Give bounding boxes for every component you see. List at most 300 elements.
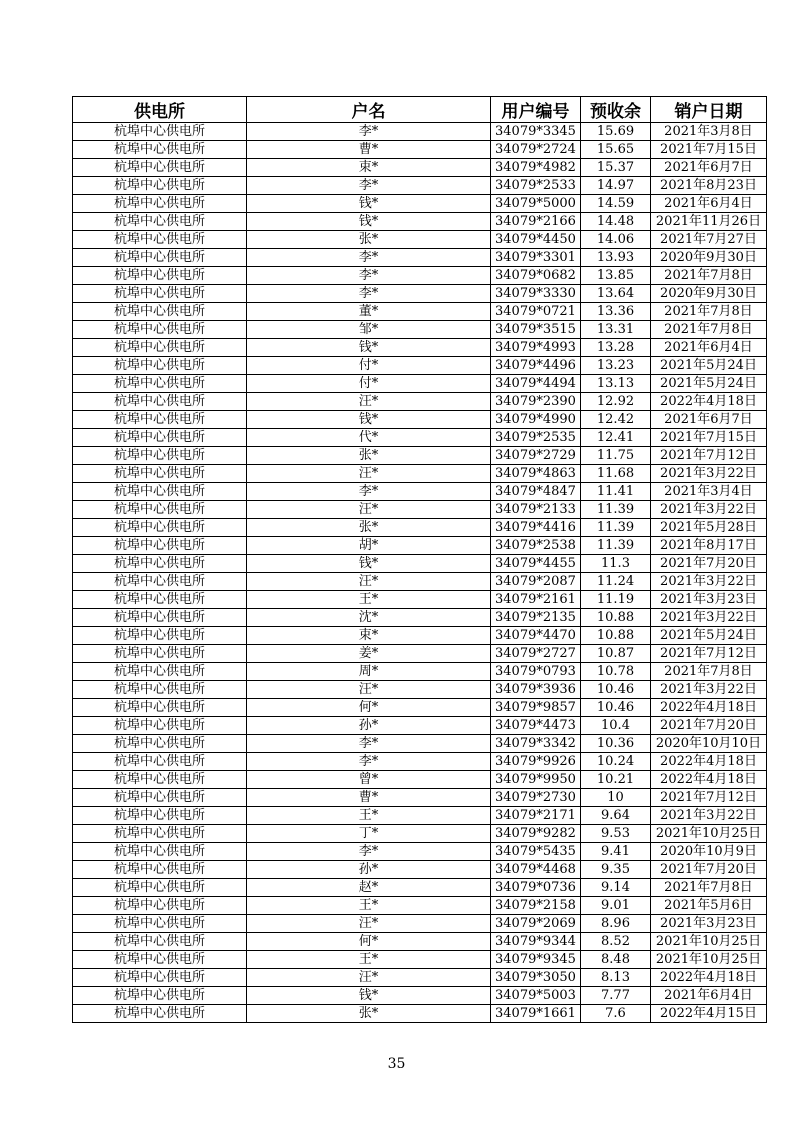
cell-account-name: 赵* bbox=[247, 879, 491, 897]
cell-account-name: 曹* bbox=[247, 141, 491, 159]
table-row bbox=[73, 483, 767, 501]
cell-closing-date: 2021年5月28日 bbox=[651, 519, 767, 537]
cell-power-station: 杭埠中心供电所 bbox=[73, 141, 247, 159]
table-row bbox=[73, 267, 767, 285]
table-row bbox=[73, 807, 767, 825]
cell-user-number: 34079*4450 bbox=[491, 231, 581, 249]
cell-power-station: 杭埠中心供电所 bbox=[73, 123, 247, 141]
cell-prepaid-balance: 10.46 bbox=[581, 681, 651, 699]
cell-power-station: 杭埠中心供电所 bbox=[73, 375, 247, 393]
cell-user-number: 34079*2535 bbox=[491, 429, 581, 447]
cell-prepaid-balance: 12.41 bbox=[581, 429, 651, 447]
cell-account-name: 付* bbox=[247, 375, 491, 393]
cell-user-number: 34079*2724 bbox=[491, 141, 581, 159]
cell-user-number: 34079*9282 bbox=[491, 825, 581, 843]
cell-user-number: 34079*2390 bbox=[491, 393, 581, 411]
cell-power-station: 杭埠中心供电所 bbox=[73, 717, 247, 735]
cell-power-station: 杭埠中心供电所 bbox=[73, 951, 247, 969]
cell-account-name: 李* bbox=[247, 753, 491, 771]
cell-prepaid-balance: 11.75 bbox=[581, 447, 651, 465]
table-row bbox=[73, 519, 767, 537]
cell-user-number: 34079*4990 bbox=[491, 411, 581, 429]
cell-power-station: 杭埠中心供电所 bbox=[73, 519, 247, 537]
table-body bbox=[73, 123, 767, 1023]
cell-closing-date: 2021年5月6日 bbox=[651, 897, 767, 915]
cell-closing-date: 2021年8月17日 bbox=[651, 537, 767, 555]
cell-closing-date: 2021年5月24日 bbox=[651, 375, 767, 393]
cell-closing-date: 2021年7月27日 bbox=[651, 231, 767, 249]
cell-power-station: 杭埠中心供电所 bbox=[73, 699, 247, 717]
cell-power-station: 杭埠中心供电所 bbox=[73, 465, 247, 483]
cell-user-number: 34079*9857 bbox=[491, 699, 581, 717]
cell-user-number: 34079*3345 bbox=[491, 123, 581, 141]
table-row bbox=[73, 861, 767, 879]
account-table bbox=[72, 96, 767, 1023]
cell-power-station: 杭埠中心供电所 bbox=[73, 555, 247, 573]
cell-user-number: 34079*0721 bbox=[491, 303, 581, 321]
table-row bbox=[73, 159, 767, 177]
table-row bbox=[73, 573, 767, 591]
table-row bbox=[73, 699, 767, 717]
cell-account-name: 束* bbox=[247, 159, 491, 177]
cell-user-number: 34079*0736 bbox=[491, 879, 581, 897]
table-row bbox=[73, 465, 767, 483]
cell-account-name: 曹* bbox=[247, 789, 491, 807]
cell-power-station: 杭埠中心供电所 bbox=[73, 807, 247, 825]
cell-prepaid-balance: 10.88 bbox=[581, 627, 651, 645]
cell-power-station: 杭埠中心供电所 bbox=[73, 987, 247, 1005]
cell-prepaid-balance: 10.4 bbox=[581, 717, 651, 735]
table-row bbox=[73, 627, 767, 645]
header-power-station: 供电所 bbox=[73, 97, 247, 123]
cell-power-station: 杭埠中心供电所 bbox=[73, 429, 247, 447]
cell-account-name: 张* bbox=[247, 231, 491, 249]
cell-account-name: 李* bbox=[247, 843, 491, 861]
cell-user-number: 34079*1661 bbox=[491, 1005, 581, 1023]
table-row bbox=[73, 285, 767, 303]
cell-account-name: 汪* bbox=[247, 573, 491, 591]
table-row bbox=[73, 753, 767, 771]
cell-closing-date: 2021年3月22日 bbox=[651, 807, 767, 825]
cell-account-name: 孙* bbox=[247, 717, 491, 735]
cell-power-station: 杭埠中心供电所 bbox=[73, 897, 247, 915]
cell-account-name: 沈* bbox=[247, 609, 491, 627]
cell-closing-date: 2022年4月18日 bbox=[651, 969, 767, 987]
cell-closing-date: 2020年10月9日 bbox=[651, 843, 767, 861]
cell-prepaid-balance: 14.06 bbox=[581, 231, 651, 249]
cell-account-name: 汪* bbox=[247, 465, 491, 483]
cell-account-name: 钱* bbox=[247, 213, 491, 231]
cell-power-station: 杭埠中心供电所 bbox=[73, 159, 247, 177]
cell-prepaid-balance: 13.23 bbox=[581, 357, 651, 375]
cell-closing-date: 2021年3月22日 bbox=[651, 573, 767, 591]
header-closing-date: 销户日期 bbox=[651, 97, 767, 123]
cell-account-name: 汪* bbox=[247, 915, 491, 933]
cell-closing-date: 2021年7月15日 bbox=[651, 429, 767, 447]
cell-power-station: 杭埠中心供电所 bbox=[73, 789, 247, 807]
cell-user-number: 34079*4416 bbox=[491, 519, 581, 537]
cell-closing-date: 2021年10月25日 bbox=[651, 825, 767, 843]
cell-power-station: 杭埠中心供电所 bbox=[73, 537, 247, 555]
cell-closing-date: 2021年3月22日 bbox=[651, 501, 767, 519]
cell-closing-date: 2021年7月12日 bbox=[651, 447, 767, 465]
cell-user-number: 34079*3936 bbox=[491, 681, 581, 699]
cell-power-station: 杭埠中心供电所 bbox=[73, 915, 247, 933]
cell-user-number: 34079*2166 bbox=[491, 213, 581, 231]
cell-prepaid-balance: 15.65 bbox=[581, 141, 651, 159]
cell-account-name: 张* bbox=[247, 1005, 491, 1023]
cell-account-name: 李* bbox=[247, 483, 491, 501]
cell-power-station: 杭埠中心供电所 bbox=[73, 303, 247, 321]
cell-prepaid-balance: 12.42 bbox=[581, 411, 651, 429]
table-row bbox=[73, 393, 767, 411]
cell-prepaid-balance: 9.35 bbox=[581, 861, 651, 879]
cell-closing-date: 2021年3月22日 bbox=[651, 681, 767, 699]
cell-user-number: 34079*2538 bbox=[491, 537, 581, 555]
table-row bbox=[73, 429, 767, 447]
cell-prepaid-balance: 10.36 bbox=[581, 735, 651, 753]
cell-closing-date: 2021年7月20日 bbox=[651, 861, 767, 879]
cell-user-number: 34079*5003 bbox=[491, 987, 581, 1005]
cell-power-station: 杭埠中心供电所 bbox=[73, 195, 247, 213]
table-row bbox=[73, 681, 767, 699]
table-row bbox=[73, 447, 767, 465]
table-row bbox=[73, 249, 767, 267]
table-row bbox=[73, 123, 767, 141]
cell-account-name: 李* bbox=[247, 249, 491, 267]
cell-prepaid-balance: 9.01 bbox=[581, 897, 651, 915]
table-row bbox=[73, 1005, 767, 1023]
cell-prepaid-balance: 10.88 bbox=[581, 609, 651, 627]
cell-prepaid-balance: 14.48 bbox=[581, 213, 651, 231]
cell-user-number: 34079*5000 bbox=[491, 195, 581, 213]
table-row bbox=[73, 717, 767, 735]
cell-prepaid-balance: 11.39 bbox=[581, 537, 651, 555]
cell-power-station: 杭埠中心供电所 bbox=[73, 969, 247, 987]
cell-account-name: 何* bbox=[247, 699, 491, 717]
cell-user-number: 34079*4468 bbox=[491, 861, 581, 879]
cell-power-station: 杭埠中心供电所 bbox=[73, 285, 247, 303]
cell-account-name: 代* bbox=[247, 429, 491, 447]
cell-user-number: 34079*4473 bbox=[491, 717, 581, 735]
cell-closing-date: 2021年7月8日 bbox=[651, 267, 767, 285]
cell-account-name: 汪* bbox=[247, 501, 491, 519]
cell-closing-date: 2022年4月18日 bbox=[651, 699, 767, 717]
table-row bbox=[73, 645, 767, 663]
cell-user-number: 34079*4982 bbox=[491, 159, 581, 177]
table-row bbox=[73, 663, 767, 681]
cell-user-number: 34079*2730 bbox=[491, 789, 581, 807]
cell-closing-date: 2021年7月8日 bbox=[651, 663, 767, 681]
cell-prepaid-balance: 9.53 bbox=[581, 825, 651, 843]
cell-power-station: 杭埠中心供电所 bbox=[73, 411, 247, 429]
cell-prepaid-balance: 8.96 bbox=[581, 915, 651, 933]
cell-user-number: 34079*3301 bbox=[491, 249, 581, 267]
cell-power-station: 杭埠中心供电所 bbox=[73, 753, 247, 771]
cell-power-station: 杭埠中心供电所 bbox=[73, 771, 247, 789]
cell-closing-date: 2021年7月20日 bbox=[651, 717, 767, 735]
cell-account-name: 何* bbox=[247, 933, 491, 951]
table-row bbox=[73, 411, 767, 429]
table-row bbox=[73, 321, 767, 339]
cell-closing-date: 2021年10月25日 bbox=[651, 951, 767, 969]
cell-account-name: 董* bbox=[247, 303, 491, 321]
cell-power-station: 杭埠中心供电所 bbox=[73, 735, 247, 753]
cell-account-name: 姜* bbox=[247, 645, 491, 663]
table-row bbox=[73, 843, 767, 861]
cell-account-name: 王* bbox=[247, 591, 491, 609]
cell-user-number: 34079*4847 bbox=[491, 483, 581, 501]
cell-closing-date: 2021年7月12日 bbox=[651, 645, 767, 663]
cell-prepaid-balance: 11.39 bbox=[581, 501, 651, 519]
cell-account-name: 汪* bbox=[247, 681, 491, 699]
cell-closing-date: 2021年3月23日 bbox=[651, 915, 767, 933]
cell-user-number: 34079*2533 bbox=[491, 177, 581, 195]
cell-user-number: 34079*2069 bbox=[491, 915, 581, 933]
cell-account-name: 钱* bbox=[247, 987, 491, 1005]
cell-prepaid-balance: 9.14 bbox=[581, 879, 651, 897]
cell-user-number: 34079*2729 bbox=[491, 447, 581, 465]
table-row bbox=[73, 177, 767, 195]
cell-closing-date: 2021年3月4日 bbox=[651, 483, 767, 501]
cell-power-station: 杭埠中心供电所 bbox=[73, 645, 247, 663]
cell-power-station: 杭埠中心供电所 bbox=[73, 483, 247, 501]
cell-power-station: 杭埠中心供电所 bbox=[73, 321, 247, 339]
cell-power-station: 杭埠中心供电所 bbox=[73, 231, 247, 249]
cell-prepaid-balance: 13.93 bbox=[581, 249, 651, 267]
cell-closing-date: 2021年7月8日 bbox=[651, 303, 767, 321]
cell-power-station: 杭埠中心供电所 bbox=[73, 843, 247, 861]
cell-power-station: 杭埠中心供电所 bbox=[73, 339, 247, 357]
cell-account-name: 汪* bbox=[247, 969, 491, 987]
cell-power-station: 杭埠中心供电所 bbox=[73, 591, 247, 609]
cell-closing-date: 2021年5月24日 bbox=[651, 357, 767, 375]
cell-prepaid-balance: 7.77 bbox=[581, 987, 651, 1005]
cell-account-name: 付* bbox=[247, 357, 491, 375]
cell-user-number: 34079*9950 bbox=[491, 771, 581, 789]
cell-prepaid-balance: 7.6 bbox=[581, 1005, 651, 1023]
cell-closing-date: 2021年7月8日 bbox=[651, 321, 767, 339]
cell-account-name: 王* bbox=[247, 951, 491, 969]
table-row bbox=[73, 609, 767, 627]
cell-account-name: 钱* bbox=[247, 339, 491, 357]
cell-user-number: 34079*4470 bbox=[491, 627, 581, 645]
cell-account-name: 钱* bbox=[247, 411, 491, 429]
cell-closing-date: 2020年9月30日 bbox=[651, 285, 767, 303]
cell-prepaid-balance: 10.87 bbox=[581, 645, 651, 663]
cell-account-name: 李* bbox=[247, 735, 491, 753]
cell-power-station: 杭埠中心供电所 bbox=[73, 663, 247, 681]
cell-account-name: 胡* bbox=[247, 537, 491, 555]
cell-account-name: 李* bbox=[247, 177, 491, 195]
cell-prepaid-balance: 11.3 bbox=[581, 555, 651, 573]
cell-account-name: 钱* bbox=[247, 555, 491, 573]
table-row bbox=[73, 987, 767, 1005]
cell-prepaid-balance: 10.21 bbox=[581, 771, 651, 789]
header-prepaid-balance: 预收余 bbox=[581, 97, 651, 123]
cell-user-number: 34079*4863 bbox=[491, 465, 581, 483]
cell-prepaid-balance: 11.68 bbox=[581, 465, 651, 483]
cell-closing-date: 2021年6月7日 bbox=[651, 159, 767, 177]
cell-power-station: 杭埠中心供电所 bbox=[73, 1005, 247, 1023]
header-user-number: 用户编号 bbox=[491, 97, 581, 123]
cell-prepaid-balance: 11.19 bbox=[581, 591, 651, 609]
cell-user-number: 34079*3515 bbox=[491, 321, 581, 339]
cell-closing-date: 2022年4月18日 bbox=[651, 771, 767, 789]
cell-prepaid-balance: 13.64 bbox=[581, 285, 651, 303]
cell-power-station: 杭埠中心供电所 bbox=[73, 357, 247, 375]
cell-user-number: 34079*2158 bbox=[491, 897, 581, 915]
table-row bbox=[73, 789, 767, 807]
table-row bbox=[73, 771, 767, 789]
table-row bbox=[73, 591, 767, 609]
cell-user-number: 34079*9345 bbox=[491, 951, 581, 969]
cell-account-name: 李* bbox=[247, 267, 491, 285]
table-row bbox=[73, 897, 767, 915]
cell-closing-date: 2021年7月20日 bbox=[651, 555, 767, 573]
cell-power-station: 杭埠中心供电所 bbox=[73, 861, 247, 879]
cell-prepaid-balance: 13.28 bbox=[581, 339, 651, 357]
cell-prepaid-balance: 13.13 bbox=[581, 375, 651, 393]
cell-user-number: 34079*4496 bbox=[491, 357, 581, 375]
cell-account-name: 丁* bbox=[247, 825, 491, 843]
cell-power-station: 杭埠中心供电所 bbox=[73, 627, 247, 645]
cell-user-number: 34079*2135 bbox=[491, 609, 581, 627]
cell-prepaid-balance: 11.24 bbox=[581, 573, 651, 591]
cell-closing-date: 2022年4月18日 bbox=[651, 393, 767, 411]
cell-user-number: 34079*0682 bbox=[491, 267, 581, 285]
cell-closing-date: 2021年8月23日 bbox=[651, 177, 767, 195]
cell-closing-date: 2021年6月7日 bbox=[651, 411, 767, 429]
cell-account-name: 王* bbox=[247, 897, 491, 915]
table-row bbox=[73, 213, 767, 231]
table-row bbox=[73, 735, 767, 753]
cell-closing-date: 2021年6月4日 bbox=[651, 195, 767, 213]
cell-prepaid-balance: 15.37 bbox=[581, 159, 651, 177]
cell-user-number: 34079*4993 bbox=[491, 339, 581, 357]
cell-power-station: 杭埠中心供电所 bbox=[73, 267, 247, 285]
cell-closing-date: 2021年6月4日 bbox=[651, 339, 767, 357]
cell-power-station: 杭埠中心供电所 bbox=[73, 501, 247, 519]
cell-prepaid-balance: 9.64 bbox=[581, 807, 651, 825]
cell-account-name: 李* bbox=[247, 123, 491, 141]
cell-user-number: 34079*2727 bbox=[491, 645, 581, 663]
cell-account-name: 李* bbox=[247, 285, 491, 303]
cell-prepaid-balance: 15.69 bbox=[581, 123, 651, 141]
cell-user-number: 34079*3050 bbox=[491, 969, 581, 987]
cell-power-station: 杭埠中心供电所 bbox=[73, 573, 247, 591]
cell-power-station: 杭埠中心供电所 bbox=[73, 681, 247, 699]
cell-account-name: 孙* bbox=[247, 861, 491, 879]
cell-power-station: 杭埠中心供电所 bbox=[73, 879, 247, 897]
cell-account-name: 张* bbox=[247, 447, 491, 465]
table-row bbox=[73, 969, 767, 987]
cell-closing-date: 2021年11月26日 bbox=[651, 213, 767, 231]
table-row bbox=[73, 357, 767, 375]
cell-prepaid-balance: 8.52 bbox=[581, 933, 651, 951]
cell-closing-date: 2021年3月23日 bbox=[651, 591, 767, 609]
cell-power-station: 杭埠中心供电所 bbox=[73, 609, 247, 627]
cell-closing-date: 2022年4月18日 bbox=[651, 753, 767, 771]
cell-user-number: 34079*9344 bbox=[491, 933, 581, 951]
cell-power-station: 杭埠中心供电所 bbox=[73, 393, 247, 411]
cell-user-number: 34079*4494 bbox=[491, 375, 581, 393]
cell-prepaid-balance: 13.36 bbox=[581, 303, 651, 321]
cell-closing-date: 2021年3月22日 bbox=[651, 465, 767, 483]
cell-prepaid-balance: 10.78 bbox=[581, 663, 651, 681]
cell-account-name: 钱* bbox=[247, 195, 491, 213]
cell-account-name: 张* bbox=[247, 519, 491, 537]
cell-user-number: 34079*2161 bbox=[491, 591, 581, 609]
cell-closing-date: 2021年10月25日 bbox=[651, 933, 767, 951]
cell-prepaid-balance: 11.39 bbox=[581, 519, 651, 537]
table-row bbox=[73, 375, 767, 393]
cell-prepaid-balance: 8.13 bbox=[581, 969, 651, 987]
header-account-name: 户名 bbox=[247, 97, 491, 123]
table-row bbox=[73, 303, 767, 321]
cell-power-station: 杭埠中心供电所 bbox=[73, 933, 247, 951]
table-row bbox=[73, 879, 767, 897]
cell-prepaid-balance: 14.59 bbox=[581, 195, 651, 213]
table-row bbox=[73, 501, 767, 519]
table-row bbox=[73, 141, 767, 159]
table-row bbox=[73, 195, 767, 213]
cell-power-station: 杭埠中心供电所 bbox=[73, 249, 247, 267]
cell-user-number: 34079*2133 bbox=[491, 501, 581, 519]
table-row bbox=[73, 231, 767, 249]
cell-power-station: 杭埠中心供电所 bbox=[73, 213, 247, 231]
table-row bbox=[73, 537, 767, 555]
table-row bbox=[73, 555, 767, 573]
cell-prepaid-balance: 11.41 bbox=[581, 483, 651, 501]
cell-user-number: 34079*0793 bbox=[491, 663, 581, 681]
table-row bbox=[73, 825, 767, 843]
table-row bbox=[73, 915, 767, 933]
table-row bbox=[73, 951, 767, 969]
cell-prepaid-balance: 10 bbox=[581, 789, 651, 807]
cell-closing-date: 2022年4月15日 bbox=[651, 1005, 767, 1023]
cell-closing-date: 2020年10月10日 bbox=[651, 735, 767, 753]
cell-account-name: 王* bbox=[247, 807, 491, 825]
table-row bbox=[73, 339, 767, 357]
cell-user-number: 34079*4455 bbox=[491, 555, 581, 573]
cell-prepaid-balance: 13.31 bbox=[581, 321, 651, 339]
cell-closing-date: 2021年3月22日 bbox=[651, 609, 767, 627]
cell-user-number: 34079*3330 bbox=[491, 285, 581, 303]
cell-user-number: 34079*2087 bbox=[491, 573, 581, 591]
cell-prepaid-balance: 9.41 bbox=[581, 843, 651, 861]
cell-power-station: 杭埠中心供电所 bbox=[73, 177, 247, 195]
cell-closing-date: 2021年5月24日 bbox=[651, 627, 767, 645]
cell-closing-date: 2021年7月12日 bbox=[651, 789, 767, 807]
cell-prepaid-balance: 14.97 bbox=[581, 177, 651, 195]
cell-power-station: 杭埠中心供电所 bbox=[73, 447, 247, 465]
cell-prepaid-balance: 10.24 bbox=[581, 753, 651, 771]
cell-closing-date: 2021年7月8日 bbox=[651, 879, 767, 897]
cell-prepaid-balance: 8.48 bbox=[581, 951, 651, 969]
table-header-row bbox=[73, 97, 767, 123]
cell-closing-date: 2021年7月15日 bbox=[651, 141, 767, 159]
cell-account-name: 邹* bbox=[247, 321, 491, 339]
table-row bbox=[73, 933, 767, 951]
cell-account-name: 曾* bbox=[247, 771, 491, 789]
cell-user-number: 34079*2171 bbox=[491, 807, 581, 825]
cell-prepaid-balance: 12.92 bbox=[581, 393, 651, 411]
cell-user-number: 34079*5435 bbox=[491, 843, 581, 861]
cell-power-station: 杭埠中心供电所 bbox=[73, 825, 247, 843]
cell-closing-date: 2021年6月4日 bbox=[651, 987, 767, 1005]
cell-prepaid-balance: 13.85 bbox=[581, 267, 651, 285]
